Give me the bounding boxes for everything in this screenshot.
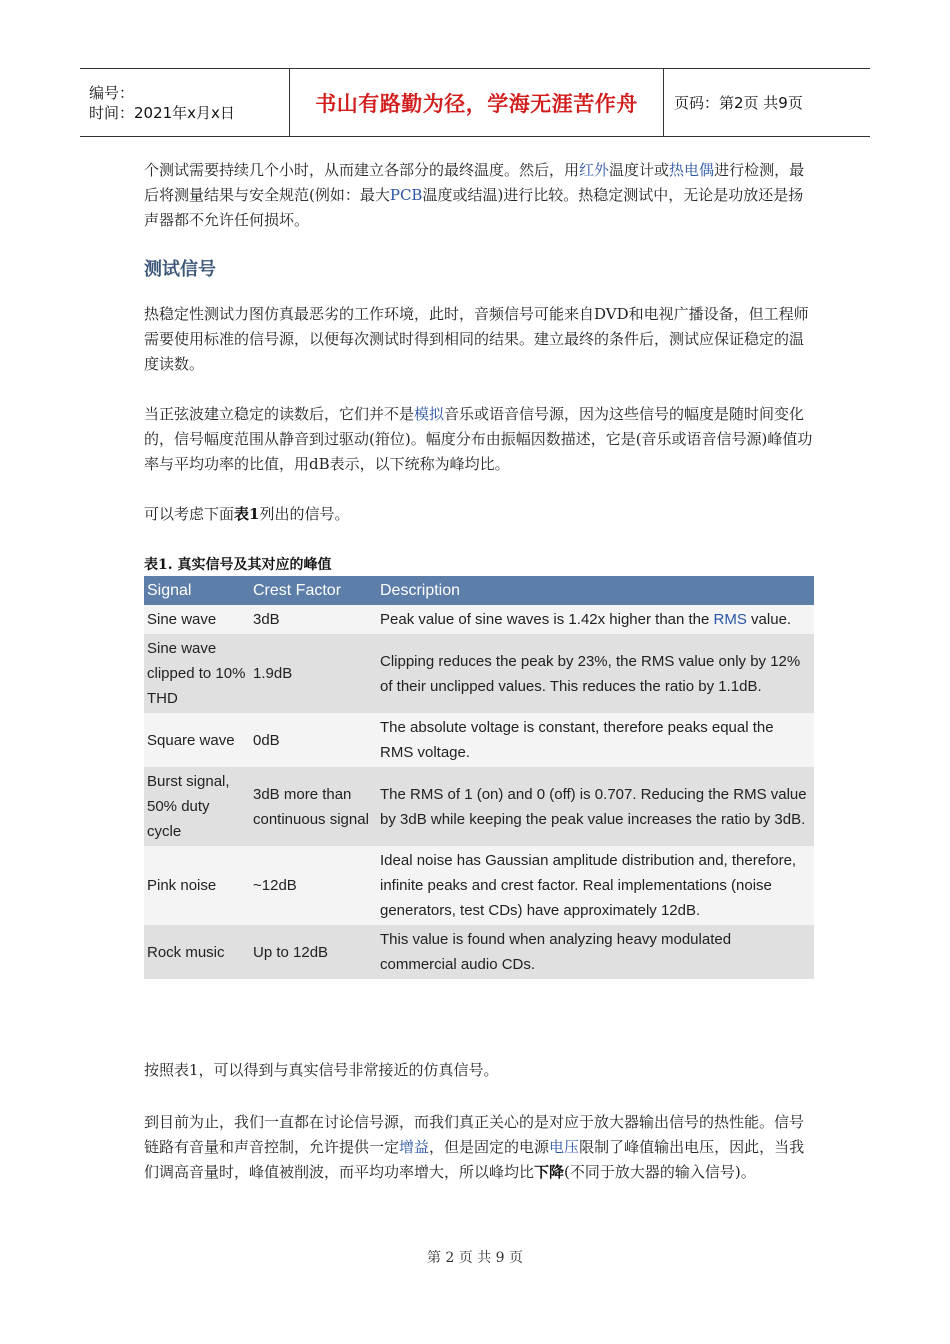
cell-description: The absolute voltage is constant, therefore peaks equal the RMS voltage.: [377, 713, 814, 767]
header-motto: 书山有路勤为径，学海无涯苦作舟: [290, 69, 664, 136]
paragraph-thermal-test: 个测试需要持续几个小时，从而建立各部分的最终温度。然后，用红外温度计或热电偶进行检测，最后将测量结果与安全规范(例如：最大PCB温度或结温)进行比较。热稳定测试中，无论是功放还是扬声器都不允许任何损坏。: [144, 161, 805, 229]
table-row: [144, 846, 814, 925]
cell-signal: Burst signal, 50% duty cycle: [144, 767, 250, 846]
paragraph-crest-factor: 当正弦波建立稳定的读数后，它们并不是模拟音乐或语音信号源，因为这些信号的幅度是随时间变化的，信号幅度范围从静音到过驱动(箝位)。幅度分布由振幅因数描述，它是(音乐或语音信号源)峰值功率与平均功率的比值，用dB表示，以下统称为峰均比。: [144, 405, 813, 473]
signals-table: [144, 576, 814, 979]
link-gain[interactable]: 增益: [399, 1138, 430, 1156]
table-row: [144, 634, 814, 713]
cell-signal: Sine wave: [144, 605, 250, 634]
cell-signal: Square wave: [144, 713, 250, 767]
cell-crest: 0dB: [250, 713, 377, 767]
cell-signal: Rock music: [144, 925, 250, 979]
table-row: [144, 925, 814, 979]
table-row: [144, 767, 814, 846]
link-infrared[interactable]: 红外: [579, 161, 610, 179]
link-voltage[interactable]: 电压: [549, 1138, 580, 1156]
cell-signal: Sine wave clipped to 10% THD: [144, 634, 250, 713]
cell-description: Clipping reduces the peak by 23%, the RMS value only by 12% of their unclipped values. This reduces the ratio by 1.1dB.: [377, 634, 814, 713]
cell-crest: ~12dB: [250, 846, 377, 925]
cell-description: This value is found when analyzing heavy modulated commercial audio CDs.: [377, 925, 814, 979]
cell-crest: 1.9dB: [250, 634, 377, 713]
paragraph-simulated-signals: 按照表1，可以得到与真实信号非常接近的仿真信号。: [144, 1061, 499, 1079]
section-title: 测试信号: [144, 259, 216, 280]
link-analog[interactable]: 模拟: [414, 405, 445, 423]
header-crest-factor: Crest Factor: [250, 576, 377, 605]
cell-description: Ideal noise has Gaussian amplitude distribution and, therefore, infinite peaks and crest factor. Real implementations (noise generators, test CDs) have approximately 12dB.: [377, 846, 814, 925]
paragraph-test-environment: 热稳定性测试力图仿真最恶劣的工作环境，此时，音频信号可能来自DVD和电视广播设备，但工程师需要使用标准的信号源，以便每次测试时得到相同的结果。建立最终的条件后，测试应保证稳定的温度读数。: [144, 305, 809, 373]
link-pcb[interactable]: PCB: [389, 186, 423, 204]
table-row: [144, 713, 814, 767]
header-page-number: 页码：第2页 共9页: [674, 94, 803, 112]
table-row: [144, 605, 814, 634]
paragraph-table-intro: 可以考虑下面表1列出的信号。: [144, 505, 350, 523]
cell-crest: Up to 12dB: [250, 925, 377, 979]
cell-crest: 3dB: [250, 605, 377, 634]
page-footer: 第 2 页 共 9 页: [426, 1250, 524, 1266]
header-meta: [80, 69, 290, 136]
link-rms[interactable]: RMS: [713, 611, 747, 628]
header-code: 编号：: [89, 83, 135, 102]
cell-crest: 3dB more than continuous signal: [250, 767, 377, 846]
link-thermocouple[interactable]: 热电偶: [669, 161, 715, 179]
cell-signal: Pink noise: [144, 846, 250, 925]
paragraph-amplifier-output: 到目前为止，我们一直都在讨论信号源，而我们真正关心的是对应于放大器输出信号的热性能。信号链路有音量和声音控制，允许提供一定增益，但是固定的电源电压限制了峰值输出电压，因此，当我们调高音量时，峰值被削波，而平均功率增大，所以峰均比下降(不同于放大器的输入信号)。: [144, 1113, 805, 1181]
cell-description: Peak value of sine waves is 1.42x higher than the RMS value.: [377, 605, 814, 634]
page-header: [80, 68, 870, 137]
table-header-row: [144, 576, 814, 605]
header-signal: Signal: [144, 576, 250, 605]
header-description: Description: [377, 576, 814, 605]
table-caption: 表1. 真实信号及其对应的峰值: [144, 557, 332, 573]
cell-description: The RMS of 1 (on) and 0 (off) is 0.707. Reducing the RMS value by 3dB while keeping the peak value increases the ratio by 3dB.: [377, 767, 814, 846]
header-time: 时间：2021年x月x日: [89, 103, 235, 122]
